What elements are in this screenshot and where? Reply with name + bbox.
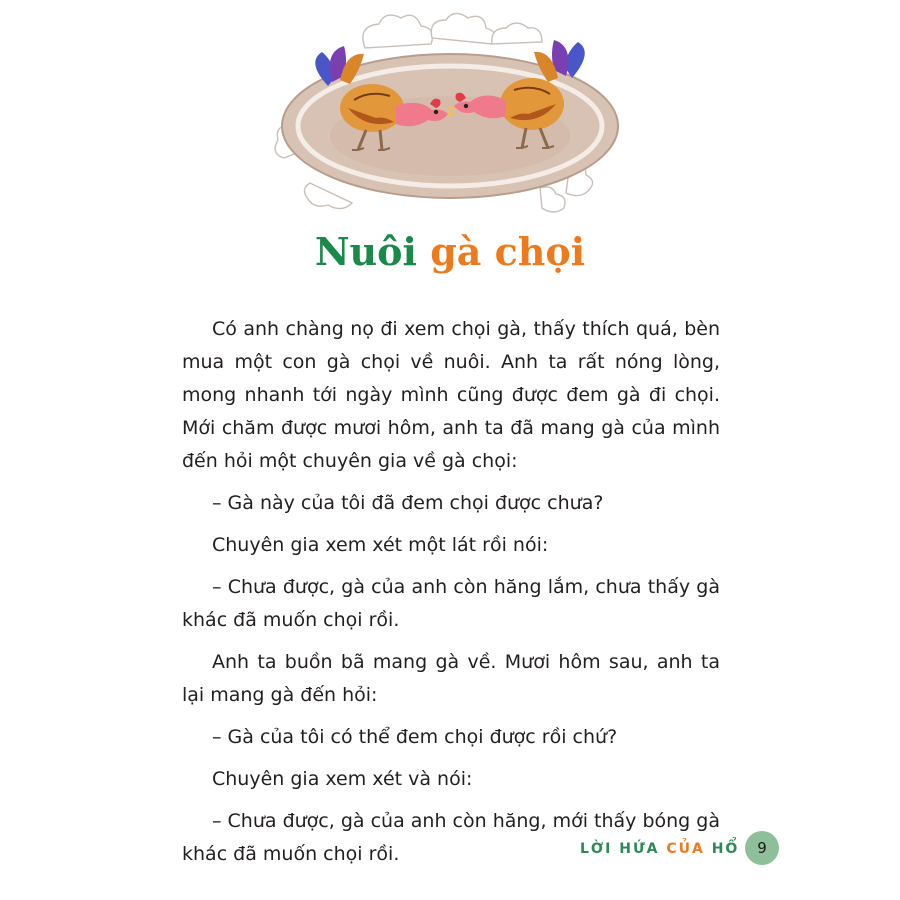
paragraph: Chuyên gia xem xét và nói: — [212, 768, 473, 790]
page-number-badge: 9 — [745, 831, 779, 865]
paragraph: – Chưa được, gà của anh còn hăng, mới thấy bóng gà khác đã muốn chọi rồi. — [182, 810, 720, 865]
book-series-title — [580, 838, 739, 860]
paragraph: – Gà của tôi có thể đem chọi được rồi chứ? — [212, 726, 618, 748]
fighting-roosters-illustration — [270, 8, 630, 220]
series-title-part-3: HỔ — [711, 841, 740, 857]
paragraph: Chuyên gia xem xét một lát rồi nói: — [212, 534, 549, 556]
paragraph: Có anh chàng nọ đi xem chọi gà, thấy thích quá, bèn mua một con gà chọi về nuôi. Anh ta rất nóng lòng, mong nhanh tới ngày mình cũng được đem gà đi chọi. Mới chăm được mươi hôm, anh ta đã mang gà của mình đến hỏi một chuyên gia về gà chọi: — [182, 318, 720, 472]
story-title — [0, 222, 900, 282]
story-body — [182, 313, 720, 880]
paragraph: Anh ta buồn bã mang gà về. Mươi hôm sau, anh ta lại mang gà đến hỏi: — [182, 651, 720, 706]
series-title-part-2: CỦA — [666, 841, 712, 857]
paragraph: – Chưa được, gà của anh còn hăng lắm, chưa thấy gà khác đã muốn chọi rồi. — [182, 576, 720, 631]
title-part-2: gà chọi — [430, 229, 586, 274]
paragraph: – Gà này của tôi đã đem chọi được chưa? — [212, 492, 604, 514]
series-title-part-1: LỜI HỨA — [580, 841, 667, 857]
title-part-1: Nuôi — [314, 229, 417, 274]
